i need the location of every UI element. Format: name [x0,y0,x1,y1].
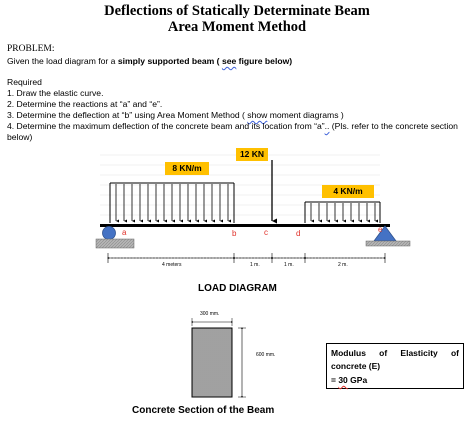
requirement-3-c: moment diagrams ) [267,110,344,120]
udl-4-label: 4 KN/m [322,185,374,198]
dimension-4m: 4 meters [162,262,182,268]
dimension-2m: 2 m. [338,262,348,268]
problem-text-a: Given the load diagram for a [7,56,118,66]
point-d-label: d [296,229,301,238]
requirement-3-a: 3. Determine the deflection at “b” using Area Moment Method ( [7,110,248,120]
required-label: Required [7,77,42,87]
equals-sign: = [331,375,339,385]
roller-support-icon [103,227,116,240]
elasticity-word: Elasticity [400,348,438,358]
requirement-3-show: show [247,110,268,120]
of-word-1: of [379,348,388,358]
point-b-label: b [232,229,237,238]
title-line-1: Deflections of Statically Determinate Beam [104,3,370,19]
section-caption: Concrete Section of the Beam [132,405,275,416]
point-c-label: c [264,228,268,237]
left-support-base [96,239,134,248]
requirement-2: 2. Determine the reactions at “a” and “e”. [7,99,163,109]
requirement-1: 1. Draw the elastic curve. [7,88,104,98]
of-word-2: of [450,348,459,358]
requirement-4-cont: below) [7,132,33,142]
load-diagram-caption: LOAD DIAGRAM [198,283,277,294]
modulus-line-1 [331,348,459,358]
modulus-unit: GPa [347,375,368,385]
problem-statement [7,56,292,67]
right-support-base [366,241,410,246]
dimension-1m-a: 1 m. [250,262,260,268]
modulus-value: 30 [338,375,348,385]
point-e-label: e [378,225,383,234]
point-a-label: a [122,228,127,237]
modulus-word: Modulus [331,348,366,358]
requirement-4-c: (Pls. refer to the concrete section [329,121,458,131]
problem-label: PROBLEM: [7,44,55,54]
udl-8-label: 8 KN/m [165,162,209,175]
problem-text-b: simply supported beam ( [117,56,222,66]
requirement-3 [7,110,344,121]
udl-8-arrows [116,184,228,221]
section-rectangle [192,328,232,397]
modulus-line-3 [331,375,367,385]
point-load-label: 12 KN [236,148,268,161]
dimension-1m-b: 1 m. [284,262,294,268]
requirement-4-a: 4. Determine the maximum deflection of the concrete beam and its location from “a” [7,121,325,131]
section-height-label: 600 mm. [256,352,276,358]
section-width-label: 300 mm. [200,311,220,317]
modulus-line-2: concrete (E) [331,361,381,371]
title-line-2: Area Moment Method [167,19,307,35]
problem-text-d: figure below) [236,56,293,66]
problem-text-see: see [221,56,237,66]
beam [100,224,390,227]
load-diagram [0,140,474,300]
requirement-4-dots: .. [324,121,330,131]
modulus-box [326,343,464,389]
udl-4-arrows [311,203,375,221]
requirement-4 [7,121,458,132]
